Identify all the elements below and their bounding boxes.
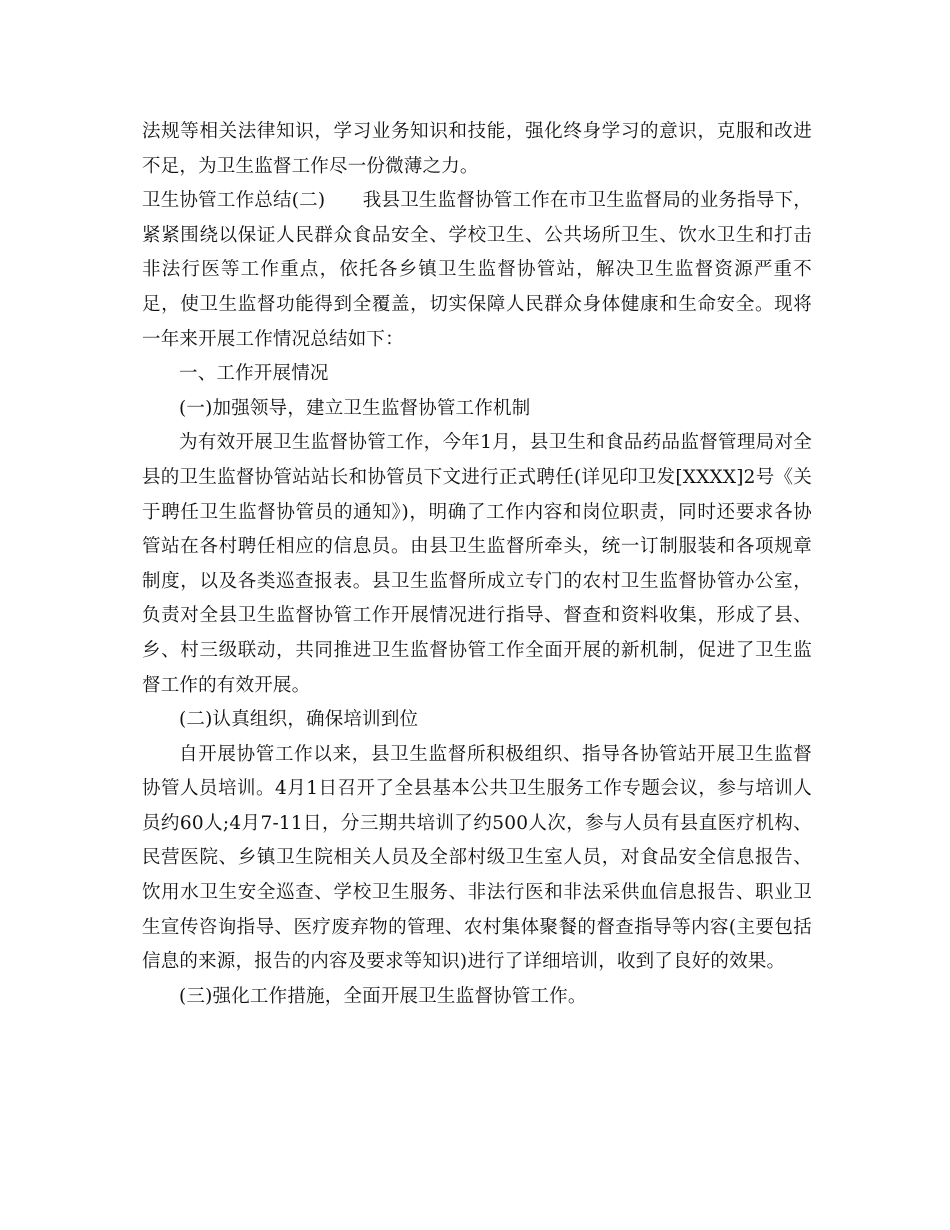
paragraph-leadership: 为有效开展卫生监督协管工作，今年1月，县卫生和食品药品监督管理局对全县的卫生监督协管站站长和协管员下文进行正式聘任(详见印卫发[XXXX]2号《关于聘任卫生监督协管员的通知》)，明确了工作内容和岗位职责，同时还要求各协管站在各村聘任相应的信息员。由县卫生监督所牵头，统一订制服装和各项规章制度，以及各类巡查报表。县卫生监督所成立专门的农村卫生监督协管办公室，负责对全县卫生监督协管工作开展情况进行指导、督查和资料收集，形成了县、乡、村三级联动，共同推进卫生监督协管工作全面开展的新机制，促进了卫生监督工作的有效开展。: [142, 432, 812, 696]
paragraph-closing-previous: 法规等相关法律知识，学习业务知识和技能，强化终身学习的意识，克服和改进不足，为卫生监督工作尽一份微薄之力。: [142, 121, 812, 177]
subsection-heading-training: (二)认真组织，确保培训到位: [179, 709, 419, 731]
subsection-heading-measures: (三)强化工作措施，全面开展卫生监督协管工作。: [179, 985, 587, 1007]
paragraph-summary-intro: 卫生协管工作总结(二) 我县卫生监督协管工作在市卫生监督局的业务指导下，紧紧围绕以保证人民群众食品安全、学校卫生、公共场所卫生、饮水卫生和打击非法行医等工作重点，依托各乡镇卫生监督协管站，解决卫生监督资源严重不足，使卫生监督功能得到全覆盖，切实保障人民群众身体健康和生命安全。现将一年来开展工作情况总结如下：: [142, 190, 812, 350]
subsection-heading-leadership: (一)加强领导，建立卫生监督协管工作机制: [179, 397, 531, 419]
document-body: [142, 115, 812, 1014]
section-heading-work-status: 一、工作开展情况: [179, 363, 329, 385]
paragraph-training: 自开展协管工作以来，县卫生监督所积极组织、指导各协管站开展卫生监督协管人员培训。4月1日召开了全县基本公共卫生服务工作专题会议，参与培训人员约60人;4月7-11日，分三期共培训了约500人次，参与人员有县直医疗机构、民营医院、乡镇卫生院相关人员及全部村级卫生室人员，对食品安全信息报告、饮用水卫生安全巡查、学校卫生服务、非法行医和非法采供血信息报告、职业卫生宣传咨询指导、医疗废弃物的管理、农村集体聚餐的督查指导等内容(主要包括信息的来源，报告的内容及要求等知识)进行了详细培训，收到了良好的效果。: [142, 743, 812, 973]
